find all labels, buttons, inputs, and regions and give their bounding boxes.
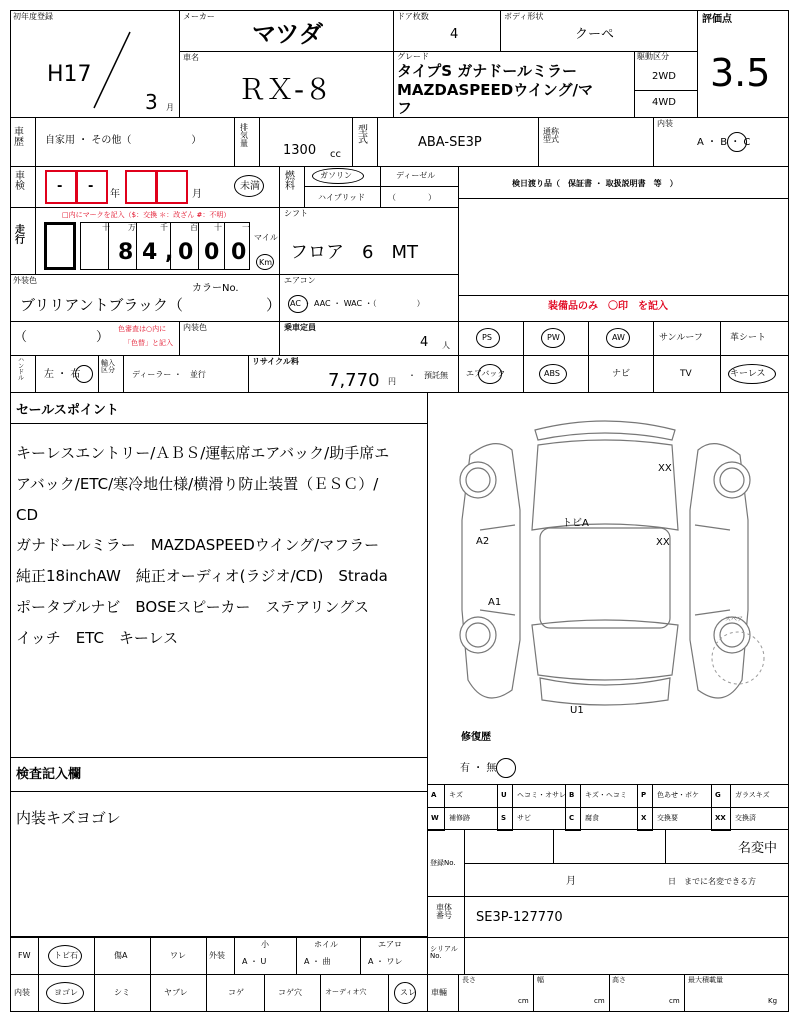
aero-value: A ・ ワレ [368, 957, 403, 966]
load-label: 最大積載量 [688, 976, 723, 984]
reki-label: 車歴 [14, 127, 24, 148]
small-label: 小 [261, 940, 269, 949]
shift-label: シフト [284, 209, 308, 218]
small-value: A ・ U [242, 957, 267, 966]
width-label: 幅 [537, 976, 544, 984]
naisou-item-0-circle [46, 982, 84, 1004]
color-close: ） [266, 296, 282, 314]
odo-first-digit-box [44, 222, 76, 270]
legend-text: ヘコミ・オサレ [517, 791, 566, 799]
grade-label: グレード [397, 52, 429, 61]
odo-digit-5: 0 [231, 240, 247, 265]
fuel-label: 燃料 [285, 171, 295, 192]
body-label: ボディ形状 [504, 12, 544, 21]
color-change-open: （ [14, 330, 28, 345]
height-unit: cm [669, 997, 680, 1005]
fw-item-0: トビ石 [54, 951, 78, 960]
drive-2wd: 2WD [652, 71, 676, 82]
first-reg-label: 初年度登録 [13, 12, 53, 21]
odo-digit-4: 0 [204, 240, 220, 265]
fuel-gasoline-circle [312, 168, 364, 184]
naisou-item-1: シミ [114, 988, 130, 997]
fw-item-2: ワレ [170, 951, 186, 960]
naisou-item-3: コゲ [228, 988, 244, 997]
odo-digit-0: 8 [118, 240, 134, 265]
legend-code: P [641, 791, 647, 799]
registration-meigi: 名変中 [738, 841, 778, 856]
equip-ps-circle [476, 328, 500, 348]
naisou-item-6: スレ [400, 988, 416, 997]
recycle-label: リサイクル料 [252, 357, 299, 366]
sales-line-6: イッチ ETC キーレス [16, 629, 179, 647]
legend-text: キズ・ヘコミ [585, 791, 627, 799]
equip-keyless-circle [728, 364, 776, 384]
score-value: 3.5 [710, 51, 771, 95]
legend-code: G [715, 791, 721, 799]
equip-navi: ナビ [612, 369, 631, 379]
odo-km-circle [256, 254, 274, 270]
equip-airbag-circle [478, 364, 502, 384]
legend-code-cell [711, 784, 731, 808]
equip-leather: 革シート [730, 333, 767, 343]
legend-code: C [569, 814, 575, 822]
registration-month: 月 [566, 876, 576, 887]
equip-pw: PW [547, 333, 560, 342]
legend-text: サビ [517, 814, 531, 822]
first-reg-slash [92, 30, 132, 110]
damage-mark-lr: A1 [488, 597, 502, 608]
equip-sunroof: サンルーフ [659, 333, 703, 343]
ac-label: エアコン [284, 276, 316, 285]
shaken-label: 車検 [15, 171, 25, 192]
shaken-month-unit: 月 [192, 189, 202, 200]
kata-label: 型式 [358, 125, 368, 146]
legend-text: ガラスキズ [735, 791, 770, 799]
width-unit: cm [594, 997, 605, 1005]
sales-line-3: ガナドールミラー MAZDASPEEDウイング/マフラー [16, 536, 380, 554]
haiki-label: 排気量 [240, 123, 248, 148]
spare-label: スペア [725, 616, 744, 623]
shaken-nashi: 未満 [240, 181, 260, 192]
registration-day: 日 までに名変できる方 [668, 877, 756, 886]
equip-aw-circle [606, 328, 630, 348]
naisou-item-4: コゲ穴 [278, 988, 302, 997]
length-unit: cm [518, 997, 529, 1005]
damage-mark-lf: A2 [476, 536, 490, 547]
naisou-grade-circle [727, 132, 747, 152]
maker-label: メーカー [183, 12, 215, 21]
legend-text: 交換要 [657, 814, 678, 822]
import-label: 輸入区分 [101, 359, 115, 374]
height-label: 高さ [612, 976, 626, 984]
equip-keyless: キーレス [730, 369, 766, 379]
equip-header: 装備品のみ 〇印 を記入 [548, 301, 668, 312]
registration-label: 登録No. [430, 859, 456, 867]
doors-label: ドア枚数 [397, 12, 429, 21]
odo-unit-3: 百 [190, 223, 198, 232]
import-value: ディーラー ・ 並行 [132, 370, 206, 379]
shift-value: フロア 6 MT [290, 242, 418, 263]
recycle-unit: 円 [388, 377, 396, 386]
recycle-deposit: ・ 預託無 [408, 371, 448, 380]
fw-item-0-circle [48, 945, 82, 967]
fuel-other: （ ） [388, 193, 436, 202]
legend-code: U [501, 791, 507, 799]
length-label: 長さ [462, 976, 476, 984]
color-change-close: ） [96, 330, 110, 345]
ac-circle [288, 295, 308, 313]
equip-airbag: エアバック [466, 369, 506, 378]
car-diagram [440, 410, 770, 720]
drive-4wd: 4WD [652, 97, 676, 108]
sales-line-0: キーレスエントリー/ＡＢＳ/運転席エアバック/助手席エ [16, 444, 390, 462]
chassis-label: 車体番号 [436, 903, 452, 920]
legend-code: A [431, 791, 437, 799]
first-reg-year: H17 [47, 62, 92, 87]
drive-label: 駆動区分 [637, 52, 669, 61]
color-value: ブリリアントブラック（ [20, 296, 184, 314]
naisou-item-5: オーディオ穴 [325, 988, 367, 996]
equip-abs: ABS [544, 369, 560, 378]
fw-item-1: 傷A [114, 951, 128, 960]
equip-tv: TV [680, 369, 692, 379]
capacity-label: 乗車定員 [284, 323, 316, 332]
legend-code: W [431, 814, 439, 822]
int-color-label: 内装色 [183, 323, 207, 332]
color-change-note2: 「色替」と記入 [124, 339, 173, 347]
serial-label: シリアルNo. [430, 945, 458, 960]
repair-circle [496, 758, 516, 778]
shaken-year-unit: 年 [110, 189, 120, 200]
damage-mark-rr: XX [656, 537, 670, 548]
odo-unit-1: 万 [128, 223, 136, 232]
legend-text: 色あせ・ボケ [657, 791, 699, 799]
equip-abs-circle [539, 364, 567, 384]
aero-label: エアロ [378, 940, 402, 949]
legend-code: XX [715, 814, 726, 822]
tsushou-label: 通称型式 [543, 127, 559, 144]
naisou-item-0: ヨゴレ [54, 988, 78, 997]
fuel-hybrid: ハイブリッド [318, 193, 366, 202]
naisou-item-6-circle [394, 982, 416, 1004]
odo-digit-3: 0 [178, 240, 194, 265]
inspection-text: 内装キズヨゴレ [16, 809, 121, 827]
naisou-item-2: ヤブレ [164, 988, 188, 997]
legend-code: X [641, 814, 647, 822]
naisou-grade-value: A ・ B ・ C [697, 137, 751, 148]
sales-title: セールスポイント [16, 403, 119, 418]
shaken-nashi-circle [234, 175, 264, 197]
legend-code: S [501, 814, 507, 822]
docs-label: 検日渡り品（ 保証書 ・ 取扱説明書 等 ） [512, 179, 678, 188]
first-reg-month: 3 [145, 90, 158, 114]
doors-value: 4 [450, 27, 459, 42]
score-label: 評価点 [702, 14, 732, 25]
odo-unit-4: 十 [214, 223, 222, 232]
load-unit: Kg [768, 997, 778, 1005]
inspection-title: 検査記入欄 [16, 767, 82, 782]
color-code-label: カラーNo. [192, 283, 239, 294]
maker-value: マツダ [252, 20, 324, 48]
repair-value: 有 ・ 無 [460, 763, 497, 774]
handle-circle [75, 365, 93, 383]
odo-digit-1: 4 [142, 240, 158, 265]
damage-mark-rear: U1 [570, 705, 584, 716]
legend-text: 交換済 [735, 814, 756, 822]
sales-line-5: ポータブルナビ BOSEスピーカー ステアリングス [16, 598, 369, 616]
sales-line-4: 純正18inchAW 純正オーディオ(ラジオ/CD) Strada [16, 567, 388, 585]
odo-unit-km: Km [259, 258, 273, 267]
haiki-value: 1300 [283, 143, 317, 158]
reki-value: 自家用 ・ その他（ ） [45, 135, 202, 146]
color-label: 外装色 [13, 276, 37, 285]
sales-line-2: CD [16, 506, 39, 524]
fuel-gasoline: ガソリン [320, 171, 352, 180]
body-value: クーペ [575, 27, 615, 42]
legend-code: B [569, 791, 575, 799]
handle-value: 左 ・ 右 [44, 369, 81, 380]
naisou-grade-label: 内装 [657, 119, 673, 128]
sales-line-1: アバック/ETC/寒冷地仕様/横滑り防止装置（ＥＳＣ）/ [16, 475, 379, 493]
equip-pw-circle [541, 328, 565, 348]
wheel-value: A ・ 曲 [304, 957, 331, 966]
repair-label: 修復歴 [461, 732, 491, 743]
gaisou-label: 外装 [209, 951, 225, 960]
name-label: 車名 [183, 53, 199, 62]
first-reg-month-unit: 月 [166, 103, 174, 112]
color-change-note1: 色審査は○内に [118, 325, 167, 333]
grade-line3: フ [397, 99, 413, 117]
odo-unit-mile: マイル [254, 233, 278, 242]
odo-unit-5: 一 [242, 223, 250, 232]
recycle-value: 7,770 [328, 370, 380, 391]
damage-mark-roof: トビA [562, 518, 589, 529]
odo-label: 走行 [15, 225, 25, 246]
odo-digit-2: , [165, 240, 174, 265]
fuel-diesel: ディーゼル [396, 171, 436, 180]
grade-line2: MAZDASPEEDウイング/マ [397, 81, 593, 99]
shaken-dash1: - [57, 179, 63, 194]
inspection-cell [10, 757, 428, 937]
naisou-row-label: 内装 [14, 988, 30, 997]
equip-aw: AW [612, 333, 625, 342]
damage-mark-rf: XX [658, 463, 672, 474]
odo-unit-0: 十 [102, 223, 110, 232]
chassis-value: SE3P-127770 [476, 910, 563, 925]
equip-ps: PS [482, 333, 492, 342]
dims-label: 車輛 [431, 988, 447, 997]
legend-text: 補修跡 [449, 814, 470, 822]
odo-unit-2: 千 [160, 223, 168, 232]
kata-value: ABA-SE3P [418, 135, 482, 150]
grade-line1: タイプS ガナドールミラー [397, 62, 577, 80]
legend-text: キズ [449, 791, 463, 799]
ac-value: AC ・ AAC ・ WAC ・（ ） [290, 299, 425, 308]
dims-cell [427, 974, 789, 1012]
capacity-unit: 人 [442, 341, 450, 350]
fw-label: FW [18, 951, 31, 960]
odo-note: □内にマークを記入（$：交換 ＊：改ざん #：不明） [62, 211, 231, 219]
haiki-unit: cc [330, 149, 341, 160]
handle-label: ハンドル [18, 357, 25, 382]
name-value: ＲＸ-８ [238, 73, 333, 106]
serial-cell [427, 937, 789, 975]
legend-text: 腐食 [585, 814, 599, 822]
wheel-label: ホイル [314, 940, 338, 949]
shaken-dash2: - [88, 179, 94, 194]
capacity-value: 4 [420, 335, 429, 350]
